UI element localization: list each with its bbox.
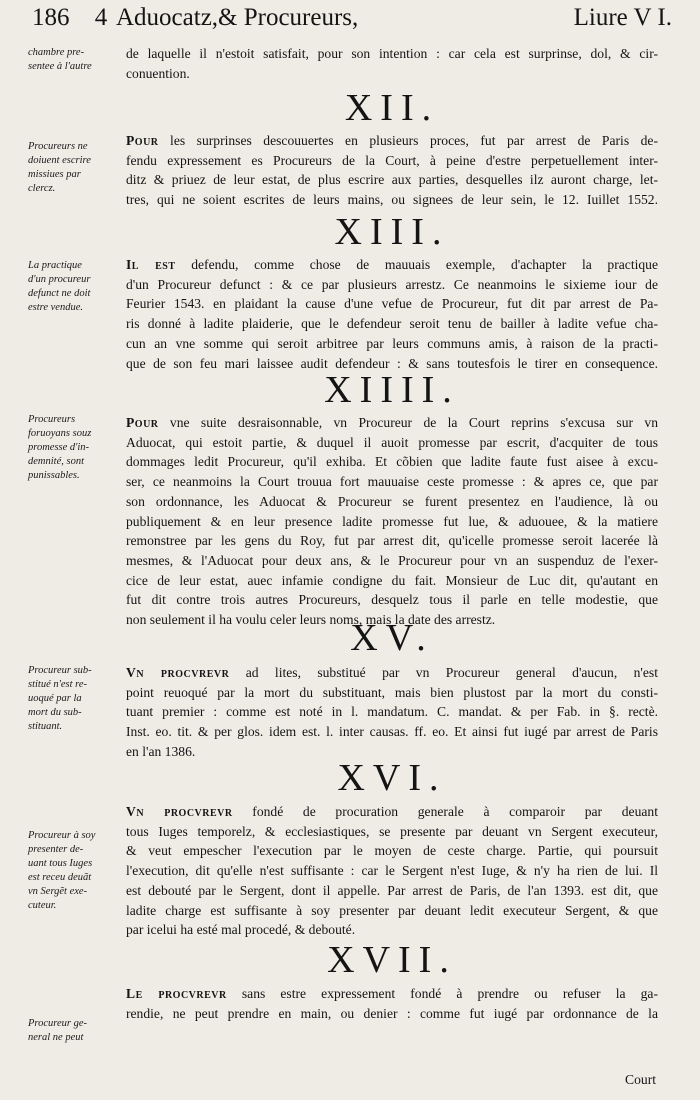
- margin-note-14: Procureurs foruoyans souz promesse d'in- demnité, sont punissables.: [28, 414, 92, 481]
- signature-mark: 4: [94, 4, 108, 31]
- paragraph-17: Le procvrevr sans estre expressement fondé à prendre ou refuser la ga- rendie, ne peut prendre en main, ou denier : comme fut iugé par ordonnance de la: [126, 986, 658, 1021]
- section-heading-15: XV.: [350, 617, 434, 659]
- book-label: Liure V I.: [573, 4, 672, 31]
- paragraph-16: Vn procvrevr fondé de procuration generale à comparoir par deuant tous Iuges temporelz, & ecclesiastiques, se presente par deuant vn Sergent executeur, & veut empescher l'execution par le moyen de ceste charge. Partie, qui poursuit l'execution, dit qu'elle n'est suffisante : car le Sergent n'est Iuge, & n'y ha rien de lui. Il est debouté par le Sergent, dont il appelle. Par arrest de Paris, de l'an 1393. est dit, que ladite charge est suffisante à soy presenter par deuant ledit executeur Sergent, & que par icelui ha esté mal procedé, & debouté.: [126, 804, 658, 938]
- paragraph-15: Vn procvrevr ad lites, substitué par vn Procureur general d'aucun, n'est point reuoqué par la mort du substituant, mais bien plustost par la mort du consti- tuant premier : comme est noté in l. mandatum. C. mandat. & per Fab. in §. rectè. Inst. eo. tit. & per glos. idem est. l. inter causas. ff. eo. Et ainsi fut iugé par arrest de Paris en l'an 1386.: [126, 665, 658, 759]
- running-title: Aduocatz,& Procureurs,: [116, 4, 359, 31]
- margin-note-intro: chambre pre- sentee à l'autre: [28, 47, 92, 72]
- paragraph-13: Il est defendu, comme chose de mauuais exemple, d'achapter la practique d'un Procureur defunct : & ce par plusieurs arrestz. Ce neanmoins le sixieme iour de Feurier 1543. en plaidant la cause d'une vefue de Procureur, fut dit par arrest de Pa- ris donné à ladite plaiderie, que le defendeur seroit tenu de bailler à ladite vefue cha- cun an vne somme qui seroit arbitree par leurs communs amis, à raison de la practi- que de son feu mari laissee audit defendeur : & sans toutesfois le tirer en consequence.: [126, 257, 658, 371]
- section-heading-16: XVI.: [337, 757, 447, 799]
- margin-note-12: Procureurs ne doiuent escrire missiues par clercz.: [28, 141, 91, 194]
- section-heading-13: XIII.: [334, 211, 450, 253]
- paragraph-intro: de laquelle il n'estoit satisfait, pour son intention : car cela est surprinse, dol, & cir- conuention.: [126, 46, 658, 81]
- page-number: 186: [32, 4, 70, 31]
- margin-note-16: Procureur à soy presenter de- uant tous Iuges est receu deuãt vn Sergẽt exe- cuteur.: [28, 830, 96, 911]
- margin-note-13: La practique d'un procureur defunct ne doit estre vendue.: [28, 260, 91, 313]
- margin-note-15: Procureur sub- stitué n'est re- uoqué par la mort du sub- stituant.: [28, 665, 92, 732]
- margin-note-17: Procureur ge- neral ne peut: [28, 1018, 87, 1043]
- running-header: [32, 4, 672, 40]
- section-heading-12: XII.: [344, 87, 440, 129]
- paragraph-12: Pour les surprinses descouuertes en plusieurs proces, fut par arrest de Paris de- fendu expressement es Procureurs de la Court, à peine d'estre perpetuellement inter- ditz & priuez de leur estat, de plus escrire aux parties, desquelles ilz auront charge, let- tres, qui ne soient escrites de leurs mains, ou signees de leur sein, le 12. Iuillet 1552.: [126, 133, 658, 208]
- section-heading-17: XVII.: [327, 939, 457, 981]
- section-heading-14: XIIII.: [324, 369, 460, 411]
- catchword: Court: [625, 1072, 656, 1087]
- paragraph-14: Pour vne suite desraisonnable, vn Procureur de la Court reprins s'excusa sur vn Aduocat, qui estoit partie, & duquel il auoit promesse par escrit, d'acquiter de tous dommages ledit Procureur, qu'il exhiba. Et cõbien que ladite faute fust aisee à excu- ser, ce neanmoins la Court trouua fort mauuaise ceste promesse : & apres ce, que par son ordonnance, les Aduocat & Procureur se furent presentez en l'audience, là ou publiquement & en leur presence ladite promesse fut lue, & aduouee, & la matiere remonstree par les gens du Roy, fut par arrest dit, qu'icelle promesse seroit lacerée là mesmes, & l'Aduocat pour deux ans, & le Procureur pour vn an suspenduz de l'exer- cice de leur estat, auec infamie condigne du fait. Monsieur de Luc dit, qu'autant en fut dit contre trois autres Procureurs, desquelz tous il parle en telle modestie, que non seulement il ha voulu celer leurs noms, mais la date des arrestz.: [126, 415, 658, 628]
